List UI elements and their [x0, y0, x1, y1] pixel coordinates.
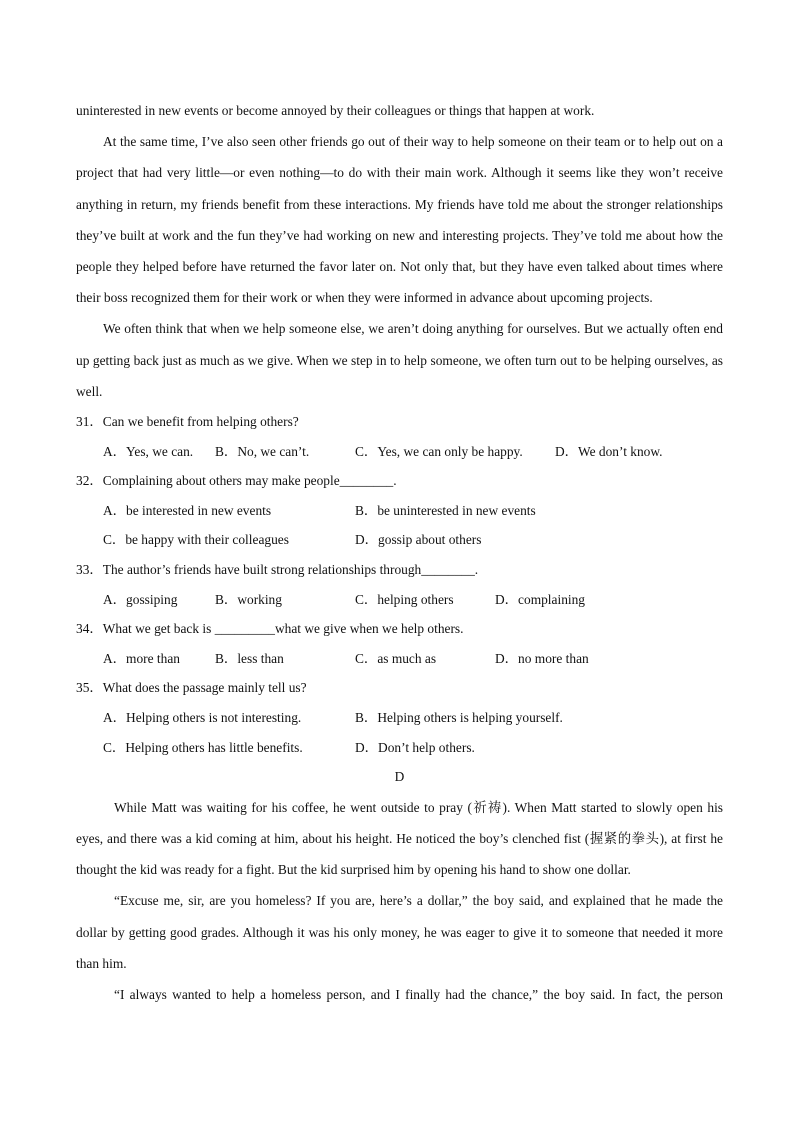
option-a: A．Yes, we can.: [103, 443, 194, 459]
option-a: A．more than: [103, 650, 180, 666]
question-stem: 35．What does the passage mainly tell us?: [76, 680, 307, 696]
options-row: [76, 585, 723, 615]
passage-c-paragraph: We often think that when we help someone else, we aren’t doing anything for ourselves. But we actually often end up getting back just as much as we give. When we step in to help someone, we often turn out to be helping ourselves, as well.: [76, 321, 723, 399]
option-d: D．no more than: [495, 650, 589, 666]
option-c: C．as much as: [355, 650, 437, 666]
option-b: B．working: [215, 591, 282, 607]
option-b: B．No, we can’t.: [215, 443, 310, 459]
options-row: [76, 525, 723, 555]
option-a: A．be interested in new events: [103, 502, 272, 518]
option-c: C．be happy with their colleagues: [103, 532, 289, 548]
option-d: D．We don’t know.: [555, 443, 663, 459]
passage-d-heading: D: [394, 769, 405, 785]
options-row: [76, 733, 723, 763]
question-stem: 32．Complaining about others may make people________.: [76, 473, 397, 489]
question-35: [76, 673, 723, 762]
question-stem: 31．Can we benefit from helping others?: [76, 414, 299, 430]
option-c: C．Helping others has little benefits.: [103, 739, 303, 755]
option-d: D．Don’t help others.: [355, 739, 475, 755]
option-c: C．Yes, we can only be happy.: [355, 443, 523, 459]
passage-d-paragraph: “I always wanted to help a homeless person, and I finally had the chance,” the boy said. In fact, the person: [114, 986, 723, 1002]
options-row: [76, 644, 723, 674]
option-a: A．Helping others is not interesting.: [103, 709, 302, 725]
question-stem: 33．The author’s friends have built strong relationships through________.: [76, 562, 479, 577]
option-d: D．gossip about others: [355, 532, 482, 548]
passage-d-paragraph: “Excuse me, sir, are you homeless? If you are, here’s a dollar,” the boy said, and explained that he made the dollar by getting good grades. Although it was his only money, he was eager to give it to someone that needed it more than him.: [76, 893, 723, 971]
option-c: C．helping others: [355, 591, 454, 607]
option-a: A．gossiping: [103, 591, 178, 607]
passage-c-paragraph: At the same time, I’ve also seen other friends go out of their way to help someone on their team or to help out on a project that had very little—or even nothing—to do with their main work. Although it seems like they won’t receive anything in return, my friends benefit from these interactions. My friends have told me about the stronger relationships they’ve built at work and the fun they’ve had working on new and interesting projects. They’ve told me about how the people they helped before have returned the favor later on. Not only that, but they have even talked about times where their boss recognized them for their work or when they were informed in advance about upcoming projects.: [76, 134, 723, 306]
option-d: D．complaining: [495, 591, 586, 607]
question-stem: 34．What we get back is _________what we give when we help others.: [76, 621, 464, 637]
exam-page: [76, 95, 723, 1010]
options-row: [76, 437, 723, 467]
question-33: [76, 555, 723, 614]
question-32: [76, 466, 723, 555]
option-b: B．be uninterested in new events: [355, 502, 536, 518]
question-31: [76, 407, 723, 466]
passage-c-paragraph: uninterested in new events or become annoyed by their colleagues or things that happen at work.: [76, 103, 595, 118]
options-row: [76, 703, 723, 733]
option-b: B．less than: [215, 650, 284, 666]
question-34: [76, 614, 723, 673]
option-b: B．Helping others is helping yourself.: [355, 709, 563, 725]
passage-d-paragraph: While Matt was waiting for his coffee, he went outside to pray (祈祷). When Matt started to slowly open his eyes, and there was a kid coming at him, about his height. He noticed the boy’s clenched fist (握紧的拳头), at first he thought the kid was ready for a fight. But the kid surprised him by opening his hand to show one dollar.: [76, 799, 723, 878]
options-row: [76, 496, 723, 526]
